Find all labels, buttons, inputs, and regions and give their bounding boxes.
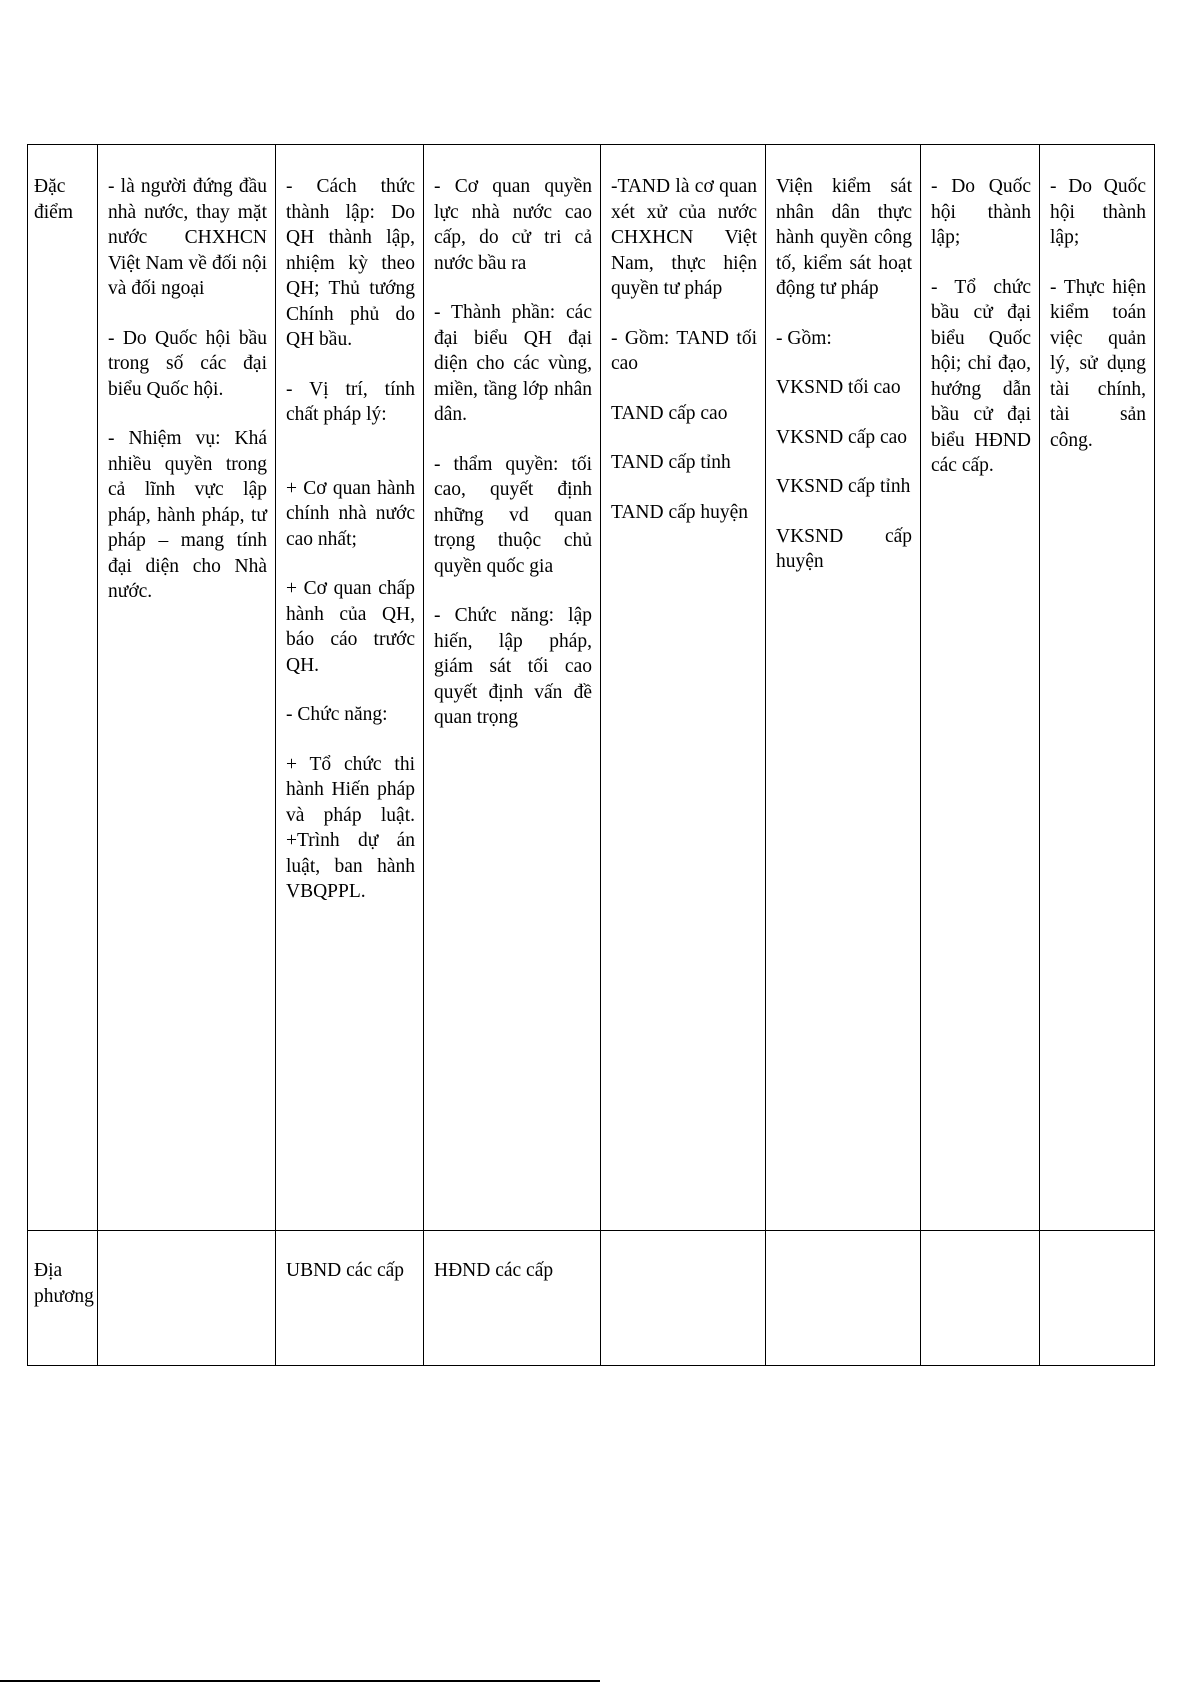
cell-paragraph: - Chức năng: (286, 704, 388, 725)
cell-paragraph: - Do Quốc hội bầu trong số các đại biểu Quốc hội. (108, 327, 267, 400)
cell-paragraph: - Thành phần: các đại biểu QH đại diện cho các vùng, miền, tầng lớp nhân dân. (434, 302, 592, 425)
cell-paragraph: - Gồm: TAND tối cao (611, 327, 757, 374)
cell-local-council (424, 1231, 601, 1366)
cell-paragraph: + Cơ quan hành chính nhà nước cao nhất; (286, 477, 415, 550)
table-row-dia-phuong (28, 1231, 1155, 1366)
cell-paragraph: VKSND tối cao (776, 377, 901, 398)
cell-paragraph: VKSND cấp tỉnh (776, 476, 911, 497)
cell-paragraph: TAND cấp huyện (611, 501, 749, 523)
row-label-cell (28, 1231, 98, 1366)
cell-paragraph: - Cách thức thành lập: Do QH thành lập, nhiệm kỳ theo QH; Thủ tướng Chính phủ do QH bầu. (286, 176, 415, 350)
cell-empty (921, 1231, 1040, 1366)
cell-people-court (601, 145, 766, 1231)
cell-paragraph: + Tổ chức thi hành Hiến pháp và pháp luật. +Trình dự án luật, ban hành VBQPPL. (286, 753, 415, 902)
cell-paragraph: - Tổ chức bầu cử đại biểu Quốc hội; chỉ đạo, hướng dẫn bầu cử đại biểu HĐND các cấp. (931, 276, 1031, 476)
cell-paragraph: - Chức năng: lập hiến, lập pháp, giám sát tối cao quyết định vấn đề quan trọng (434, 605, 592, 728)
cell-government (276, 145, 424, 1231)
row-label: Đặc điểm (34, 176, 73, 223)
cell-paragraph: - là người đứng đầu nhà nước, thay mặt nước CHXHCN Việt Nam về đối nội và đối ngoại (108, 176, 267, 299)
cell-paragraph: - Gồm: (776, 327, 832, 349)
cell-paragraph: TAND cấp tỉnh (611, 452, 731, 473)
cell-paragraph: - Thực hiện kiểm toán việc quản lý, sử dụng tài chính, tài sản công. (1050, 276, 1146, 451)
cell-empty (98, 1231, 276, 1366)
cell-paragraph: VKSND cấp huyện (776, 525, 912, 572)
cell-state-audit (1040, 145, 1155, 1231)
cell-national-assembly (424, 145, 601, 1231)
cell-election-council (921, 145, 1040, 1231)
cell-paragraph: -TAND là cơ quan xét xử của nước CHXHCN Việt Nam, thực hiện quyền tư pháp (611, 176, 757, 299)
table-row-dac-diem (28, 145, 1155, 1231)
cell-paragraph: - Nhiệm vụ: Khá nhiều quyền trong cả lĩnh vực lập pháp, hành pháp, tư pháp – mang tính đại diện cho Nhà nước. (108, 428, 267, 602)
cell-paragraph: TAND cấp cao (611, 402, 728, 424)
cell-paragraph: UBND các cấp (286, 1260, 405, 1281)
cell-local-government (276, 1231, 424, 1366)
cell-paragraph: - thẩm quyền: tối cao, quyết định những vd quan trọng thuộc chủ quyền quốc gia (434, 453, 592, 577)
cell-paragraph: Viện kiểm sát nhân dân thực hành quyền công tố, kiểm sát hoạt động tư pháp (776, 176, 912, 299)
row-label-cell (28, 145, 98, 1231)
cell-empty (766, 1231, 921, 1366)
cell-empty (1040, 1231, 1155, 1366)
cell-paragraph: - Do Quốc hội thành lập; (1050, 176, 1146, 248)
cell-procuracy (766, 145, 921, 1231)
cell-paragraph: + Cơ quan chấp hành của QH, báo cáo trước QH. (286, 578, 415, 676)
cell-paragraph: VKSND cấp cao (776, 426, 908, 448)
cell-president (98, 145, 276, 1231)
cell-paragraph: - Do Quốc hội thành lập; (931, 176, 1031, 248)
cell-paragraph: HĐND các cấp (434, 1260, 554, 1281)
cell-paragraph: - Cơ quan quyền lực nhà nước cao cấp, do cử tri cả nước bầu ra (434, 176, 592, 274)
cell-empty (601, 1231, 766, 1366)
comparison-table (27, 144, 1155, 1366)
row-label: Địa phương (34, 1260, 94, 1307)
cell-paragraph: - Vị trí, tính chất pháp lý: (286, 378, 415, 425)
page-bottom-rule (0, 1680, 600, 1682)
